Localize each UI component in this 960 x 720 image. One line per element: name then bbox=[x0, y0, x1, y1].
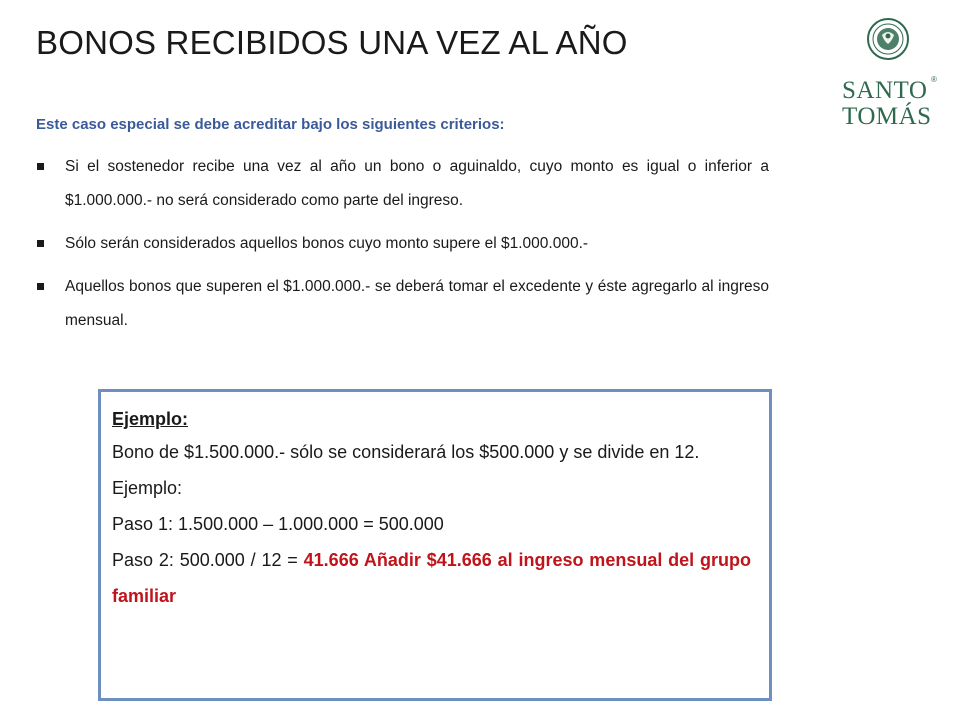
step-2-highlight: 41.666 Añadir $41.666 al ingreso mensual del grupo familiar bbox=[112, 550, 751, 606]
santo-tomas-logo-icon bbox=[833, 16, 943, 128]
criteria-subtitle: Este caso especial se debe acreditar bajo los siguientes criterios: bbox=[36, 116, 505, 133]
list-item bbox=[36, 150, 769, 218]
santo-tomas-logo bbox=[833, 16, 943, 128]
example-bono-line: Bono de $1.500.000.- sólo se considerará los $500.000 y se divide en 12. bbox=[112, 442, 700, 462]
example-label: Ejemplo: bbox=[112, 478, 183, 498]
page-title: BONOS RECIBIDOS UNA VEZ AL AÑO bbox=[36, 24, 628, 61]
example-heading: Ejemplo: bbox=[112, 409, 189, 429]
list-item bbox=[36, 270, 769, 338]
criteria-list bbox=[36, 150, 769, 338]
square-bullet-icon bbox=[37, 240, 44, 247]
logo-registered-mark: ® bbox=[931, 75, 937, 84]
logo-line1: SANTO bbox=[842, 77, 928, 104]
bullet-text: Sólo serán considerados aquellos bonos cuyo monto supere el $1.000.000.- bbox=[65, 235, 589, 252]
square-bullet-icon bbox=[37, 163, 44, 170]
logo-line2: TOMÁS bbox=[842, 103, 932, 128]
list-item bbox=[36, 227, 769, 261]
bullet-text: Aquellos bonos que superen el $1.000.000.- se deberá tomar el excedente y éste agregarlo al ingreso mensual. bbox=[65, 278, 769, 329]
example-step-2 bbox=[112, 542, 751, 614]
example-step-1: Paso 1: 1.500.000 – 1.000.000 = 500.000 bbox=[112, 514, 444, 534]
example-box bbox=[98, 389, 772, 701]
bullet-text: Si el sostenedor recibe una vez al año un bono o aguinaldo, cuyo monto es igual o inferior a $1.000.000.- no será considerado como parte del ingreso. bbox=[65, 158, 769, 209]
step-2-prefix: Paso 2: 500.000 / 12 = bbox=[112, 550, 304, 570]
square-bullet-icon bbox=[37, 283, 44, 290]
